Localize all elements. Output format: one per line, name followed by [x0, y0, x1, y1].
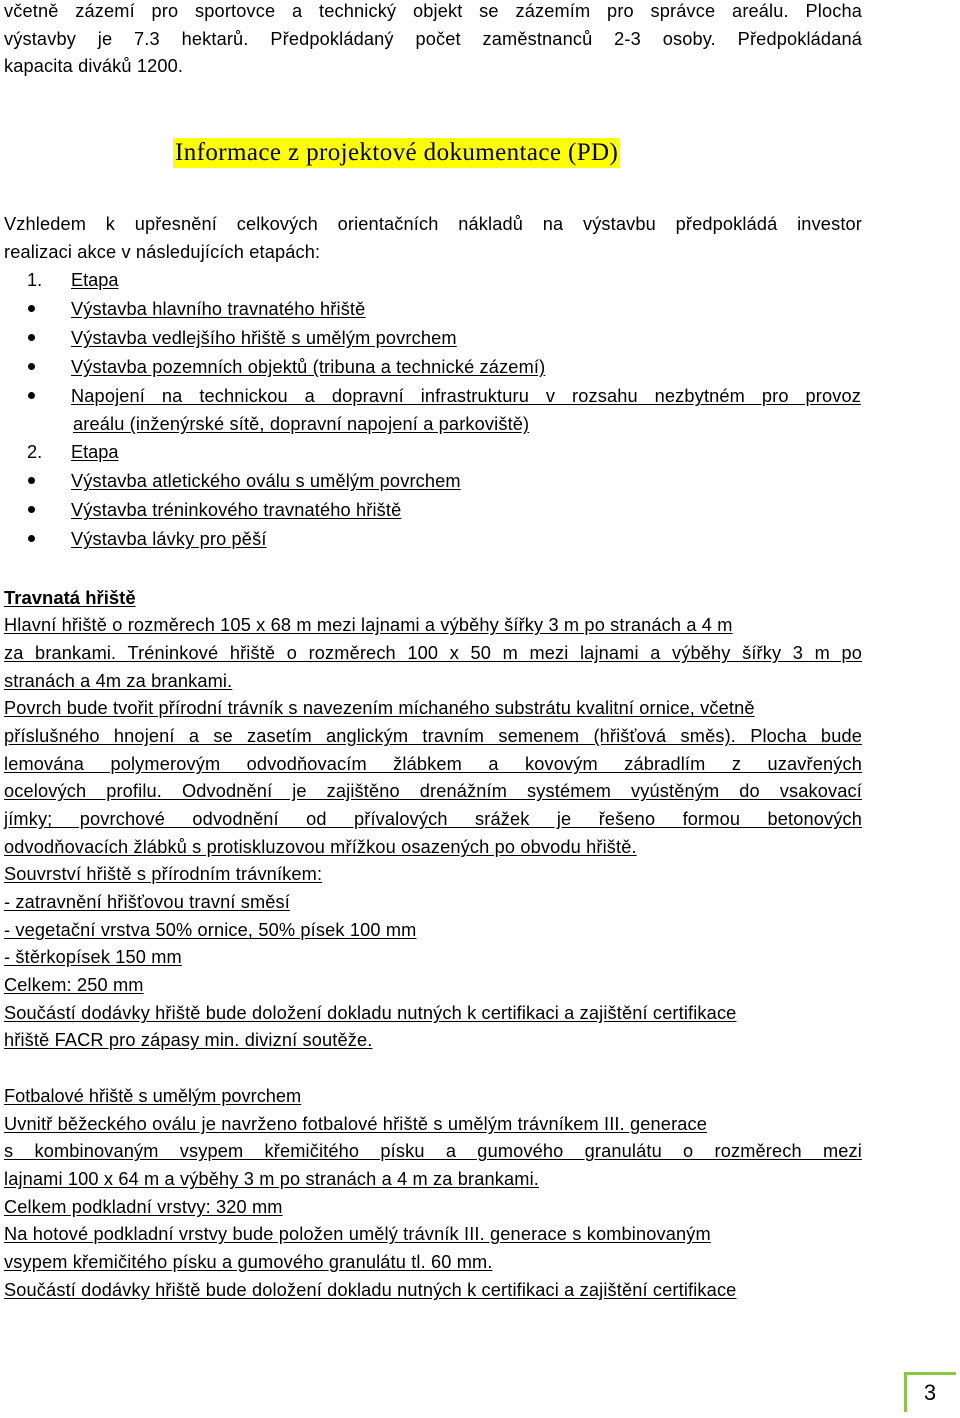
pd-intro-line-2: realizaci akce v následujících etapách: — [4, 242, 321, 262]
bullet-icon — [28, 535, 35, 542]
intro-line-2: výstavby je 7.3 hektarů. Předpokládaný počet zaměstnanců 2-3 osoby. Předpokládaná — [4, 29, 862, 49]
pd-heading: Informace z projektové dokumentace (PD) — [175, 139, 619, 166]
etapa1-item-4: Napojení na technickou a dopravní infrastrukturu v rozsahu nezbytném pro provoz — [71, 386, 861, 406]
travnate-line: Povrch bude tvořit přírodní trávník s navezením míchaného substrátu kvalitní ornice, včetně — [4, 698, 755, 718]
fotbalove-line: Celkem podkladní vrstvy: 320 mm — [4, 1197, 283, 1217]
travnate-line: - zatravnění hřišťovou travní směsí — [4, 892, 291, 912]
travnate-line: - štěrkopísek 150 mm — [4, 947, 182, 967]
fotbalove-line: lajnami 100 x 64 m a výběhy 3 m po stranách a 4 m za brankami. — [4, 1169, 539, 1189]
travnate-line: odvodňovacích žlábků s protiskluzovou mřížkou osazených po obvodu hřiště. — [4, 837, 637, 857]
travnate-line: příslušného hnojení a se zasetím anglickým travním semenem (hřišťová směs). Plocha bude — [4, 726, 862, 746]
travnate-line: Hlavní hřiště o rozměrech 105 x 68 m mezi lajnami a výběhy šířky 3 m po stranách a 4 m — [4, 615, 733, 635]
travnate-title: Travnatá hřiště — [4, 587, 136, 608]
bullet-icon — [28, 334, 35, 341]
travnate-line: hřiště FACR pro zápasy min. divizní soutěže. — [4, 1030, 373, 1050]
etapa1-label: Etapa — [71, 270, 119, 290]
fotbalove-line: Součástí dodávky hřiště bude doložení dokladu nutných k certifikaci a zajištění certifikace — [4, 1280, 737, 1300]
etapa2-item-1: Výstavba atletického oválu s umělým povrchem — [71, 471, 461, 491]
bullet-icon — [28, 506, 35, 513]
pd-intro-line-1: Vzhledem k upřesnění celkových orientačních nákladů na výstavbu předpokládá investor — [4, 214, 862, 234]
travnate-line: za brankami. Tréninkové hřiště o rozměrech 100 x 50 m mezi lajnami a výběhy šířky 3 m po — [4, 643, 862, 663]
etapa1-item-3: Výstavba pozemních objektů (tribuna a technické zázemí) — [71, 357, 546, 377]
etapa1-item-2: Výstavba vedlejšího hřiště s umělým povrchem — [71, 328, 457, 348]
fotbalove-line: Uvnitř běžeckého oválu je navrženo fotbalové hřiště s umělým trávníkem III. generace — [4, 1114, 708, 1134]
travnate-line: jímky; povrchové odvodnění od přívalových srážek je řešeno formou betonových — [4, 809, 862, 829]
travnate-line: stranách a 4m za brankami. — [4, 671, 233, 691]
bullet-icon — [28, 392, 35, 399]
page-number: 3 — [923, 1380, 937, 1405]
etapa2-item-2: Výstavba tréninkového travnatého hřiště — [71, 500, 402, 520]
etapa1-number: 1. — [27, 270, 43, 290]
etapa1-item-1: Výstavba hlavního travnatého hřiště — [71, 299, 366, 319]
bullet-icon — [28, 477, 35, 484]
travnate-line: Souvrství hřiště s přírodním trávníkem: — [4, 864, 323, 884]
travnate-line: Celkem: 250 mm — [4, 975, 144, 995]
travnate-line: ocelových profilu. Odvodnění je zajištěno drenážním systémem vyústěným do vsakovací — [4, 781, 862, 801]
etapa1-item-4-cont: areálu (inženýrské sítě, dopravní napojení a parkoviště) — [73, 414, 530, 434]
fotbalove-line: vsypem křemičitého písku a gumového granulátu tl. 60 mm. — [4, 1252, 493, 1272]
etapa2-number: 2. — [27, 442, 43, 462]
bullet-icon — [28, 363, 35, 370]
etapa2-label: Etapa — [71, 442, 119, 462]
fotbalove-line: s kombinovaným vsypem křemičitého písku a gumového granulátu o rozměrech mezi — [4, 1141, 862, 1161]
travnate-line: lemována polymerovým odvodňovacím žlábkem a kovovým zábradlím z uzavřených — [4, 754, 862, 774]
bullet-icon — [28, 305, 35, 312]
etapa2-item-3: Výstavba lávky pro pěší — [71, 529, 267, 549]
intro-line-3: kapacita diváků 1200. — [4, 56, 184, 76]
travnate-line: Součástí dodávky hřiště bude doložení dokladu nutných k certifikaci a zajištění certifikace — [4, 1003, 737, 1023]
intro-line-1: včetně zázemí pro sportovce a technický objekt se zázemím pro správce areálu. Plocha — [4, 1, 862, 21]
travnate-line: - vegetační vrstva 50% ornice, 50% písek 100 mm — [4, 920, 417, 940]
fotbalove-title: Fotbalové hřiště s umělým povrchem — [4, 1086, 302, 1106]
fotbalove-line: Na hotové podkladní vrstvy bude položen umělý trávník III. generace s kombinovaným — [4, 1224, 711, 1244]
